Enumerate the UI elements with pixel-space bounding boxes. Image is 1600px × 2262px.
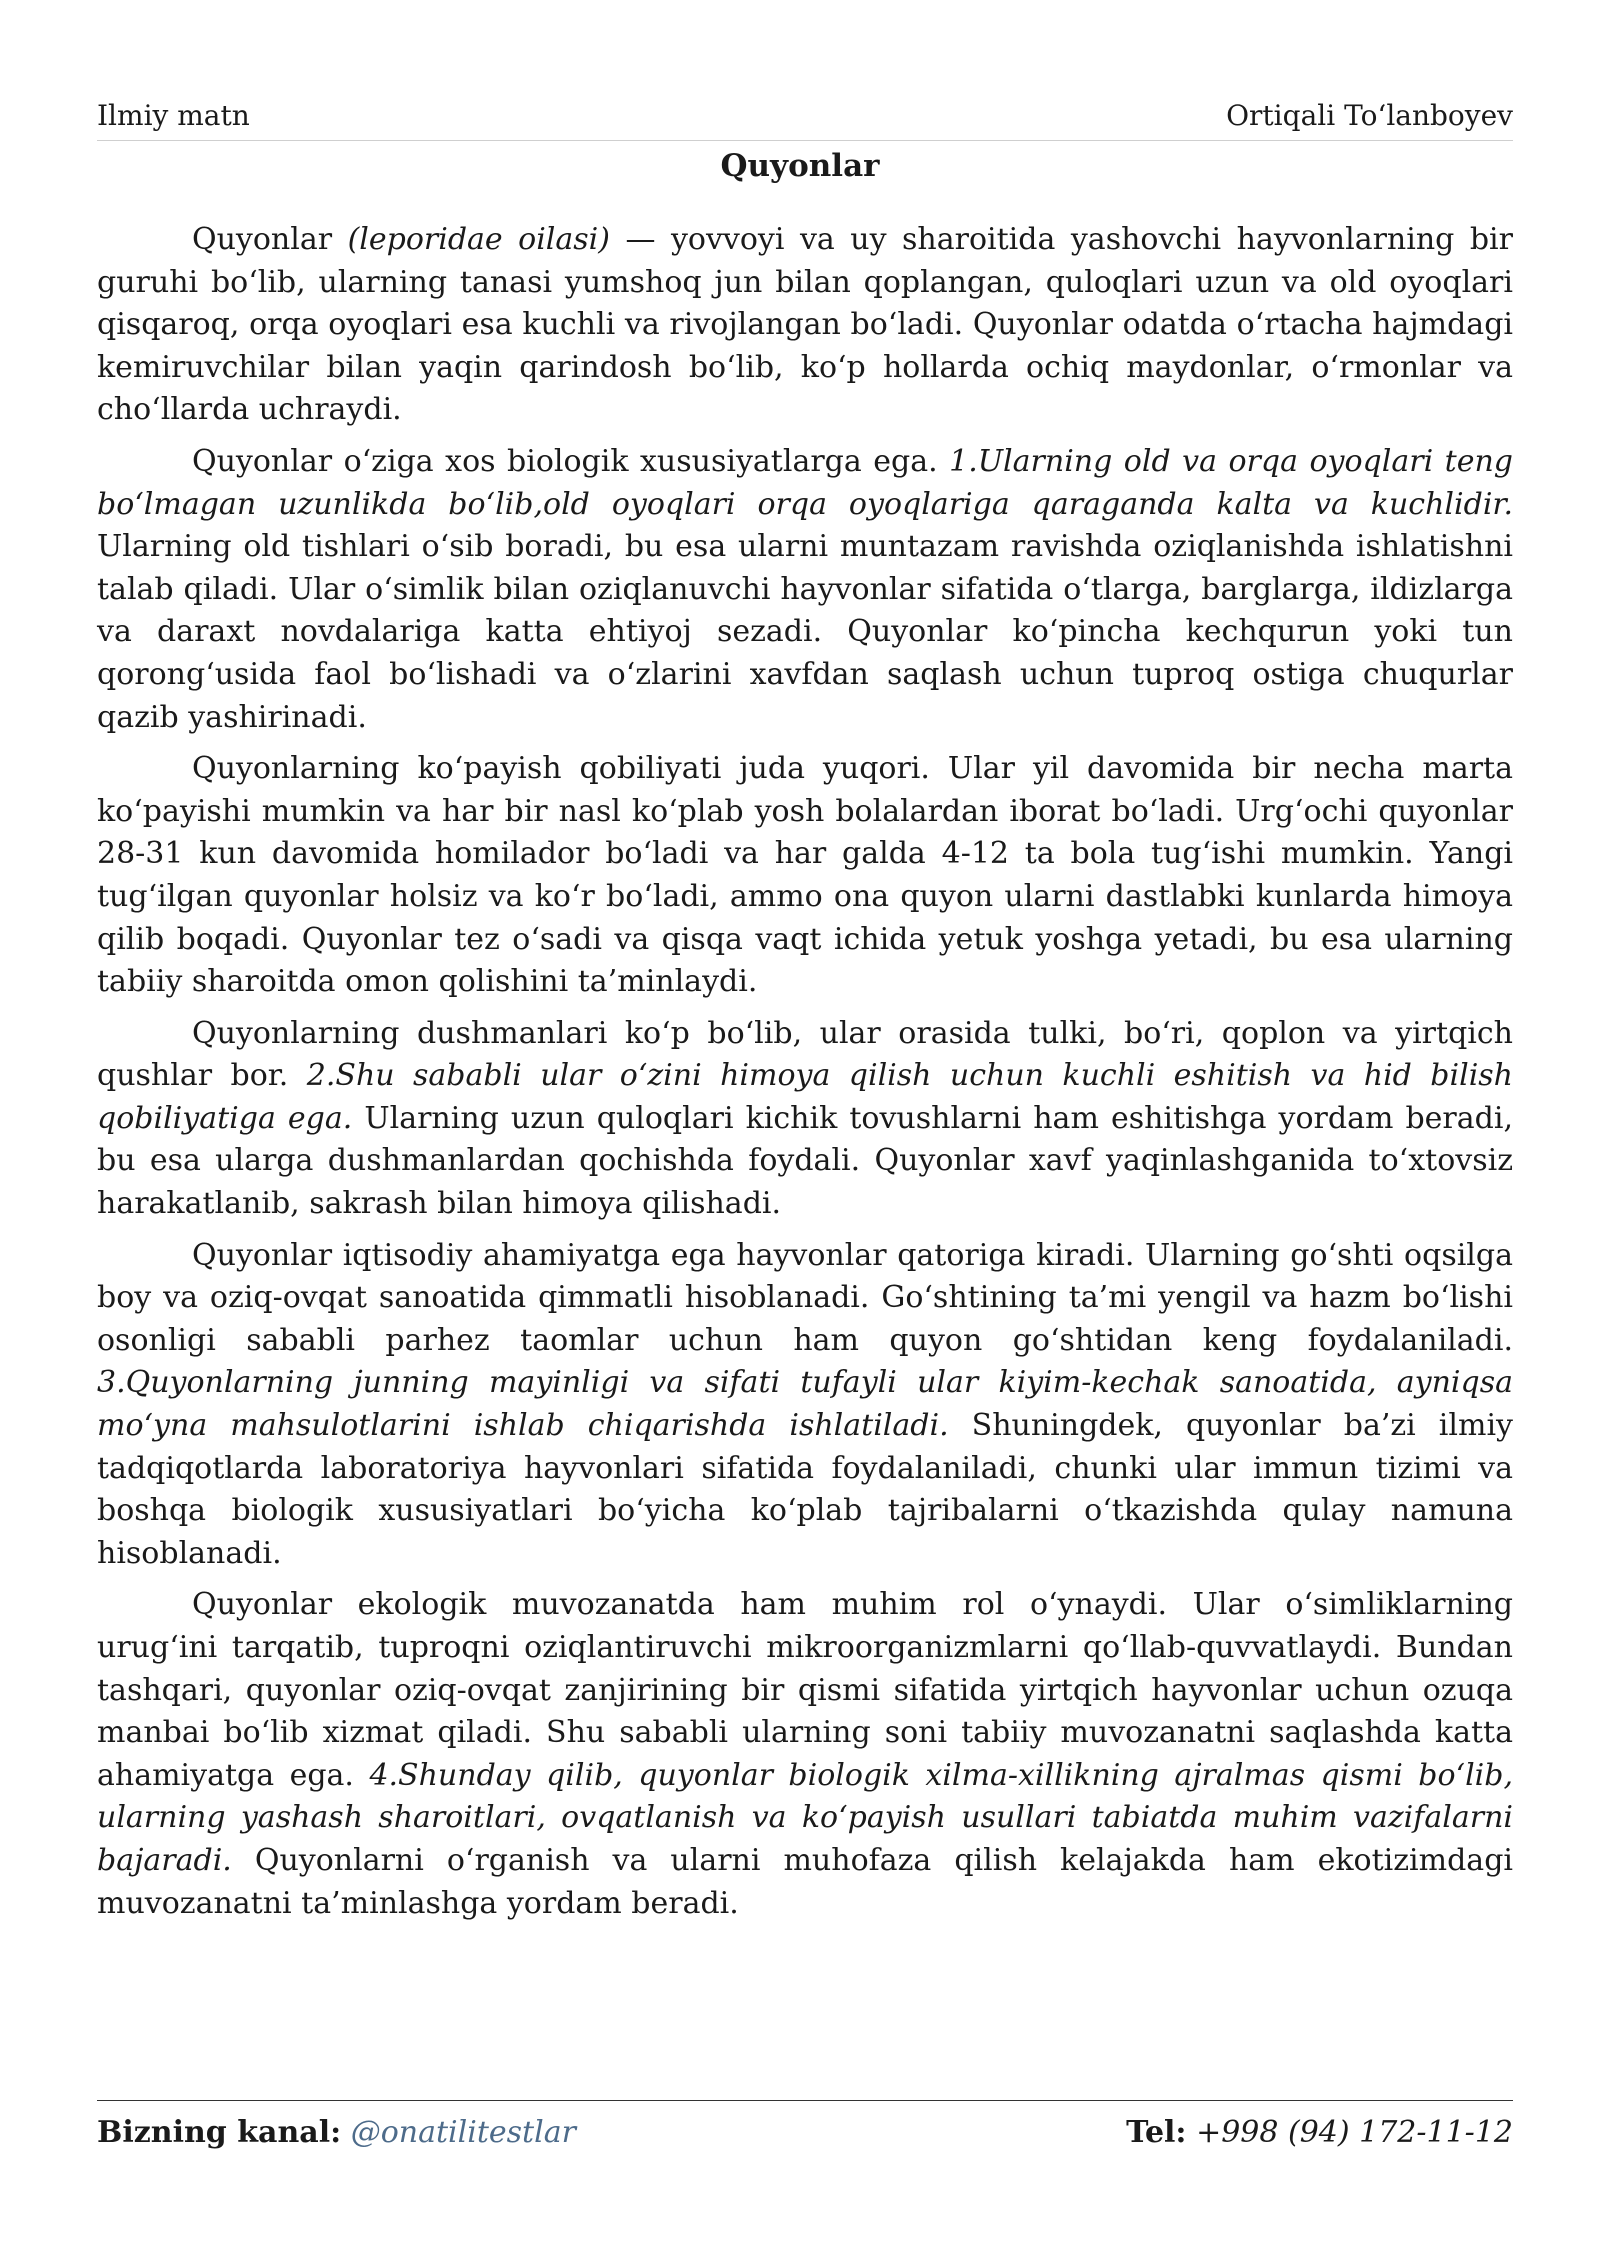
paragraph-text: Quyonlar ekologik muvozanatda ham muhim rol o‘ynaydi. Ular o‘simliklarning urug‘ini tarqatib, tuproqni oziqlantiruvchi mikroorganizmlarni qo‘llab-quvvatlaydi. Bundan tashqari, quyonlar oziq-ovqat zanjirining bir qismi sifatida yirtqich hayvonlar uchun ozuqa manbai bo‘lib xizmat qiladi. Shu sababli ularning soni tabiiy muvozanatni saqlashda katta ahamiyatga ega. bbox=[97, 1587, 1513, 1793]
paragraph-text: — yovvoyi va uy sharoitida yashovchi hayvonlarning bir guruhi bo‘lib, ularning tanasi yumshoq jun bilan qoplangan, quloqlari uzun va old oyoqlari qisqaroq, orqa oyoqlari esa kuchli va rivojlangan bo‘ladi. Quyonlar odatda o‘rtacha hajmdagi kemiruvchilar bilan yaqin qarindosh bo‘lib, ko‘p hollarda ochiq maydonlar, o‘rmonlar va cho‘llarda uchraydi. bbox=[97, 222, 1513, 428]
article-body bbox=[97, 219, 1513, 1934]
paragraph-text: Quyonlarning ko‘payish qobiliyati juda yuqori. Ular yil davomida bir necha marta ko‘payishi mumkin va har bir nasl ko‘plab yosh bolalardan iborat bo‘ladi. Urg‘ochi quyonlar 28-31 kun davomida homilador bo‘ladi va har galda 4-12 ta bola tug‘ishi mumkin. Yangi tug‘ilgan quyonlar holsiz va ko‘r bo‘ladi, ammo ona quyon ularni dastlabki kunlarda himoya qilib boqadi. Quyonlar tez o‘sadi va qisqa vaqt ichida yetuk yoshga yetadi, bu esa ularning tabiiy sharoitda omon qolishini ta’minlaydi. bbox=[97, 751, 1513, 1000]
paragraph-italic: 2.Shu sababli ular o‘zini himoya qilish uchun kuchli eshitish va hid bilish qobiliyatiga ega. bbox=[97, 1058, 1514, 1136]
paragraph-italic: (leporidae oilasi) bbox=[347, 222, 610, 257]
page-header bbox=[97, 98, 1513, 141]
header-author: Ortiqali To‘lanboyev bbox=[1226, 99, 1513, 132]
paragraph bbox=[97, 748, 1513, 1004]
phone-label: Tel: bbox=[1126, 2115, 1187, 2150]
paragraph bbox=[97, 1584, 1513, 1925]
paragraph bbox=[97, 1235, 1513, 1576]
paragraph-text: Quyonlar iqtisodiy ahamiyatga ega hayvonlar qatoriga kiradi. Ularning go‘shti oqsilga boy va oziq-ovqat sanoatida qimmatli hisoblanadi. Go‘shtining ta’mi yengil va hazm bo‘lishi osonligi sababli parhez taomlar uchun ham quyon go‘shtidan keng foydalaniladi. bbox=[97, 1237, 1513, 1358]
phone-number: +998 (94) 172-11-12 bbox=[1196, 2115, 1513, 2150]
footer-phone bbox=[1126, 2113, 1513, 2153]
paragraph-italic: 1.Ularning old va orqa oyoqlari teng bo‘lmagan uzunlikda bo‘lib,old oyoqlari orqa oyoqlariga qaraganda kalta va kuchlidir. bbox=[97, 443, 1514, 522]
paragraph-text: Ularning uzun quloqlari kichik tovushlarni ham eshitishga yordam beradi, bu esa ularga dushmanlardan qochishda foydali. Quyonlar xavf yaqinlashganida to‘xtovsiz harakatlanib, sakrash bilan himoya qilishadi. bbox=[97, 1100, 1513, 1222]
paragraph bbox=[97, 1013, 1513, 1226]
paragraph bbox=[97, 219, 1513, 432]
paragraph bbox=[97, 441, 1513, 739]
page-title: Quyonlar bbox=[720, 148, 880, 184]
paragraph-text: Shuningdek, quyonlar ba’zi ilmiy tadqiqotlarda laboratoriya hayvonlari sifatida foydalaniladi, chunki ular immun tizimi va boshqa biologik xususiyatlari bo‘yicha ko‘plab tajribalarni o‘tkazishda qulay namuna hisoblanadi. bbox=[97, 1408, 1513, 1571]
channel-label: Bizning kanal: bbox=[97, 2115, 342, 2150]
paragraph-text: Quyonlarning dushmanlari ko‘p bo‘lib, ular orasida tulki, bo‘ri, qoplon va yirtqich qushlar bor. bbox=[97, 1015, 1513, 1094]
paragraph-text: Quyonlar o‘ziga xos biologik xususiyatlarga ega. bbox=[192, 443, 950, 479]
channel-link[interactable]: @onatilitestlar bbox=[350, 2115, 576, 2150]
paragraph-text: Quyonlar bbox=[192, 222, 348, 257]
paragraph-italic: 3.Quyonlarning junning mayinligi va sifati tufayli ular kiyim-kechak sanoatida, ayniqsa mo‘yna mahsulotlarini ishlab chiqarishda ishlatiladi. bbox=[97, 1365, 1513, 1444]
page-footer bbox=[97, 2100, 1513, 2153]
paragraph-italic: 4.Shunday qilib, quyonlar biologik xilma-xillikning ajralmas qismi bo‘lib, ularning yashash sharoitlari, ovqatlanish va ko‘payish usullari tabiatda muhim vazifalarni bajaradi. bbox=[97, 1757, 1513, 1878]
header-left-text: Ilmiy matn bbox=[97, 99, 250, 132]
footer-channel bbox=[97, 2113, 576, 2153]
paragraph-text: Quyonlarni o‘rganish va ularni muhofaza qilish kelajakda ham ekotizimdagi muvozanatni ta’minlashga yordam beradi. bbox=[97, 1842, 1513, 1921]
paragraph-text: Ularning old tishlari o‘sib boradi, bu esa ularni muntazam ravishda oziqlanishda ishlatishni talab qiladi. Ular o‘simlik bilan oziqlanuvchi hayvonlar sifatida o‘tlarga, barglarga, ildizlarga va daraxt novdalariga katta ehtiyoj sezadi. Quyonlar ko‘pincha kechqurun yoki tun qorong‘usida faol bo‘lishadi va o‘zlarini xavfdan saqlash uchun tuproq ostiga chuqurlar qazib yashirinadi. bbox=[97, 529, 1513, 735]
